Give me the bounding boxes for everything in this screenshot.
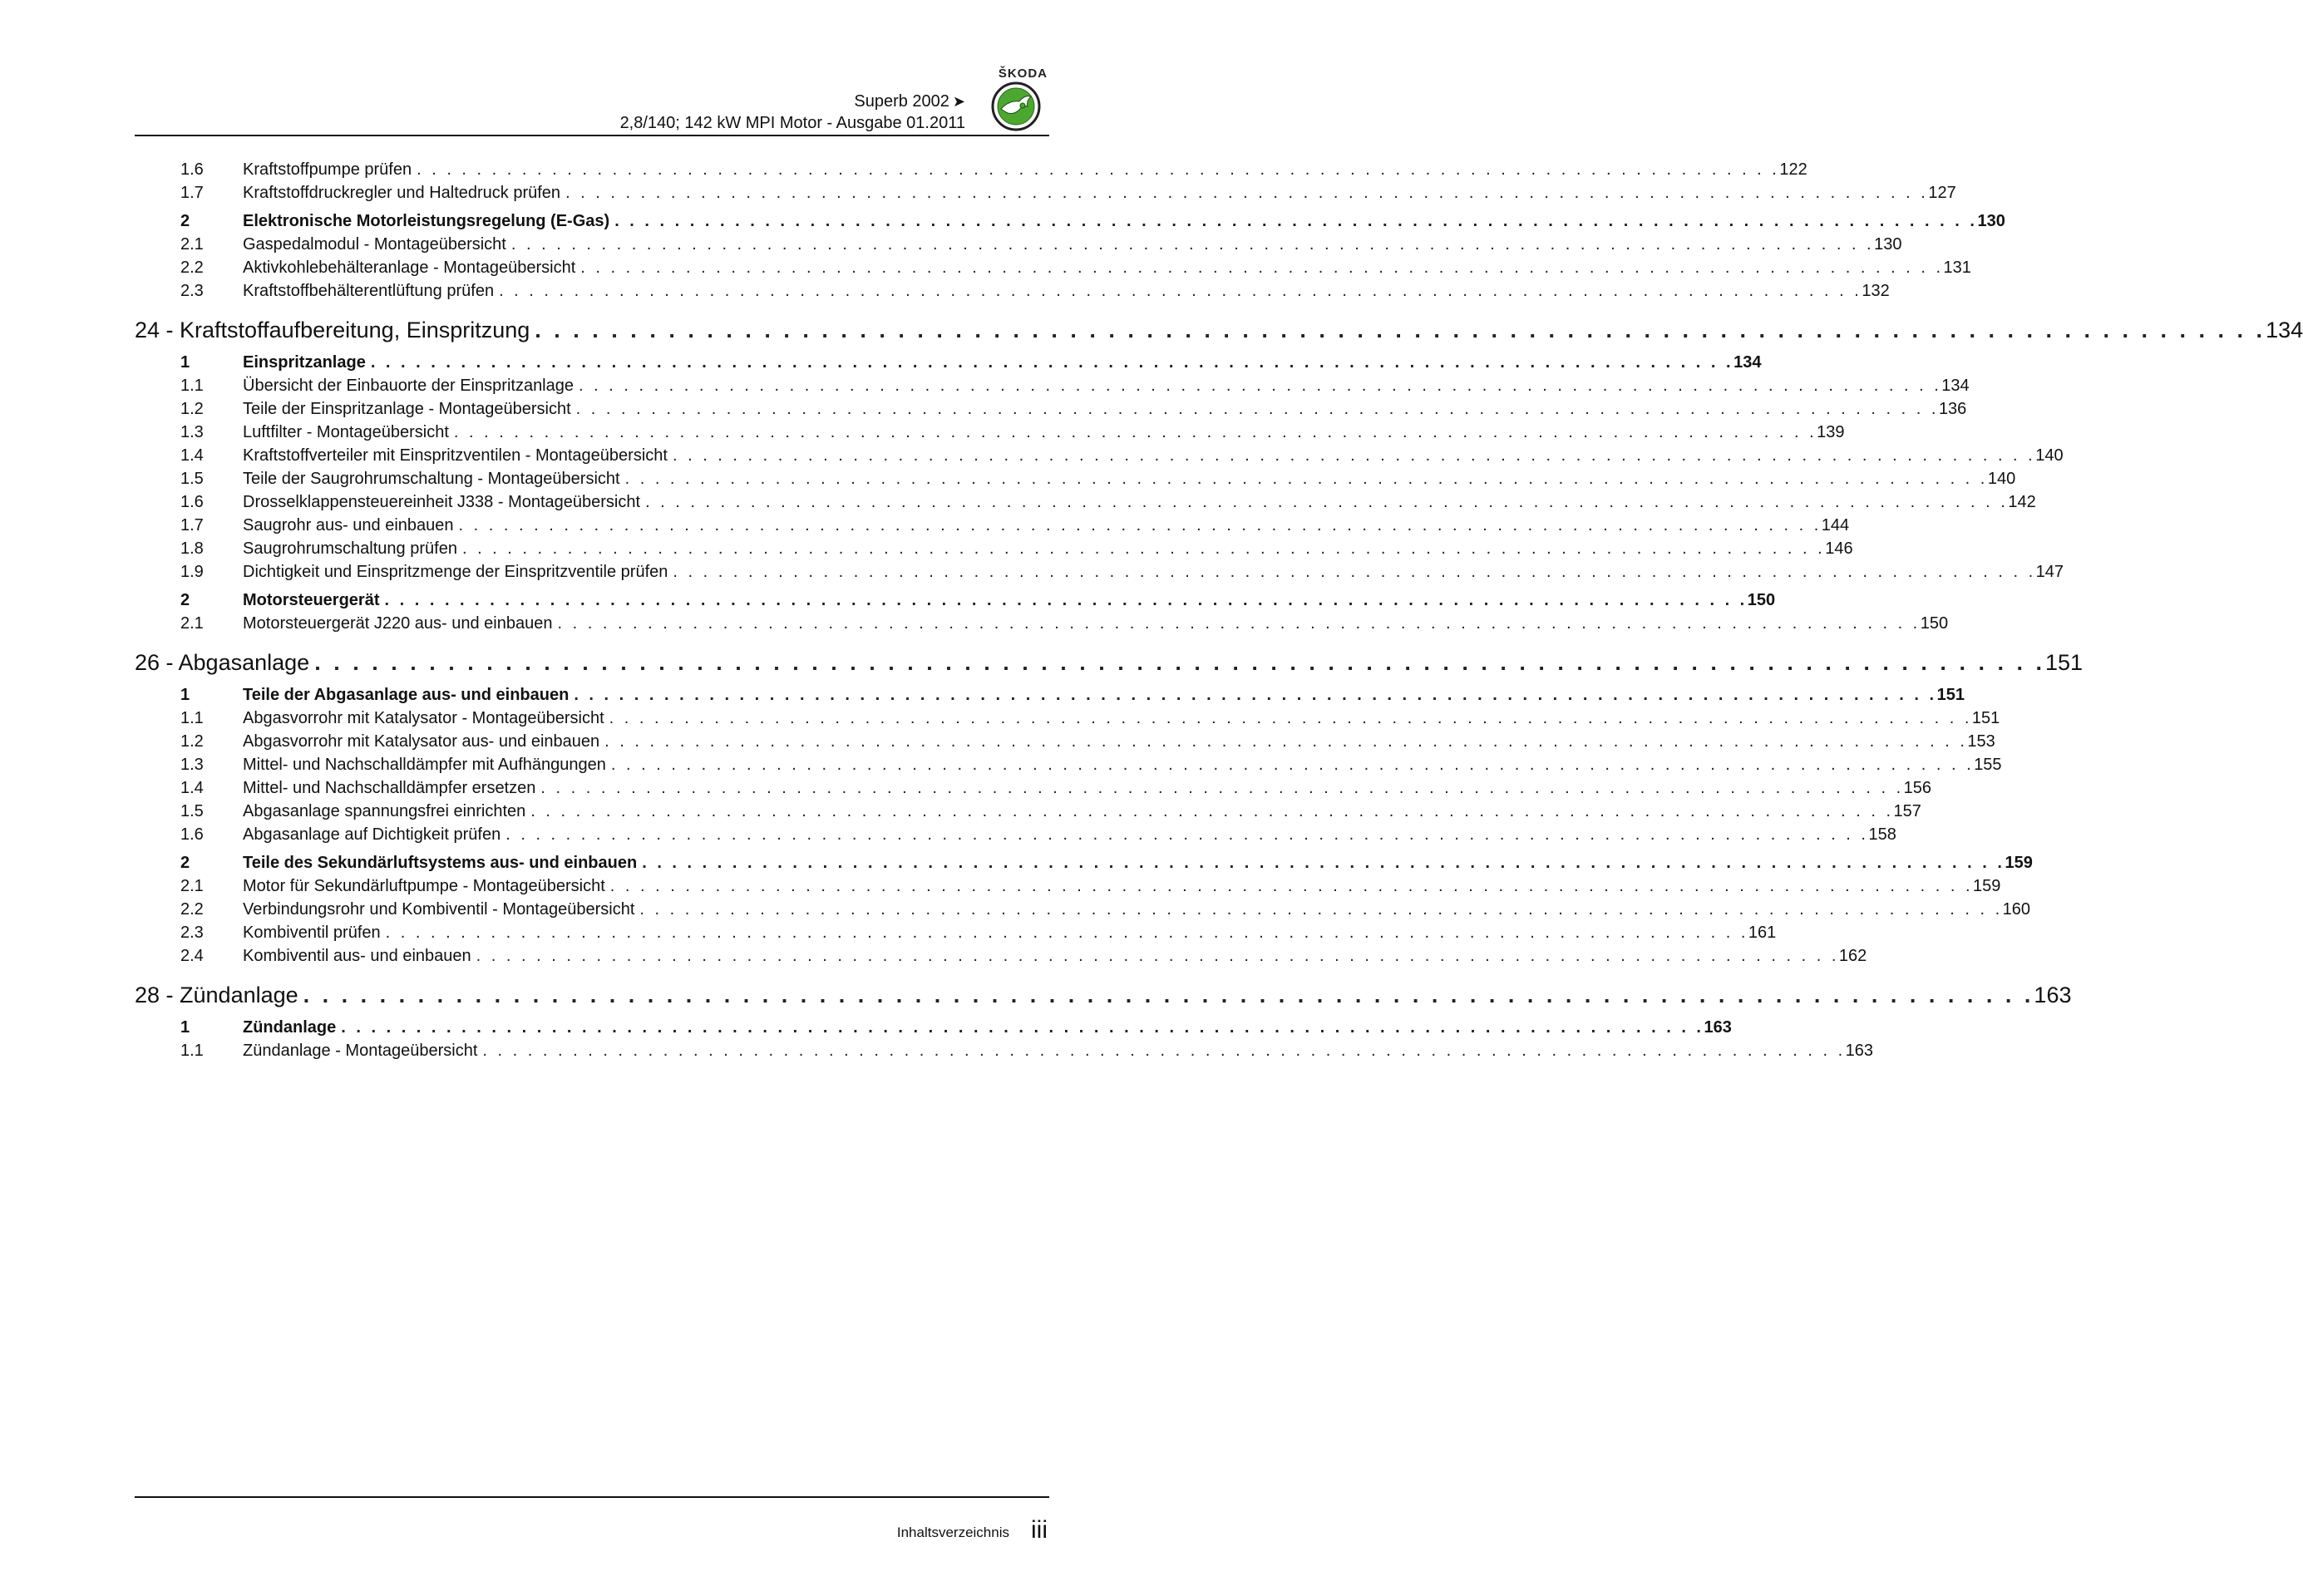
toc-entry-page: 144: [1822, 514, 1849, 537]
toc-entry-number: 1.5: [180, 802, 204, 820]
toc-entry-page: 157: [1894, 800, 1921, 823]
toc-entry-number: 1.2: [180, 732, 204, 751]
toc-entry-title: Verbindungsrohr und Kombiventil - Montageübersicht: [243, 898, 639, 921]
toc-entry-sub[interactable]: [135, 514, 1850, 537]
toc-entry-sub[interactable]: [135, 490, 2036, 514]
toc-entry-page: 146: [1825, 537, 1852, 560]
table-of-contents: [135, 158, 2303, 1062]
toc-entry-number: 2: [180, 591, 190, 609]
toc-entry-sub[interactable]: [135, 898, 2031, 921]
toc-entry-title: 28 - Zündanlage: [135, 979, 303, 1011]
header-engine: 2,8/140; 142 kW MPI Motor - Ausgabe 01.2011: [619, 114, 965, 132]
toc-entry-page: 150: [1921, 612, 1948, 635]
toc-entry-page: 161: [1748, 921, 1776, 944]
toc-entry-title: Kraftstoffverteiler mit Einspritzventilen - Montageübersicht: [243, 444, 673, 467]
dot-leader: . . . . . . . . . . . . . . . . . . . . . . . . . . . . . . . . . . . . . . . . . . . . . . . . . . . . . . . . . . . . . . . . . . . . . . . . . . . . . . . . . . . . . . . . . . .: [609, 877, 1974, 895]
toc-entry-number: 2: [180, 212, 190, 230]
dot-leader: . . . . . . . . . . . . . . . . . . . . . . . . . . . . . . . . . . . . . . . . . . . . . . . . . . . . . . . . . . . . . . . . . . . . . . . . . . . . . . . . . . . . . . . . . . .: [482, 1042, 1846, 1060]
toc-entry-title: Drosselklappensteuereinheit J338 - Montageübersicht: [243, 490, 645, 514]
toc-entry-page: 158: [1868, 823, 1896, 846]
footer-label: Inhaltsverzeichnis: [896, 1525, 1009, 1540]
toc-entry-title: Abgasvorrohr mit Katalysator aus- und einbauen: [243, 730, 604, 753]
toc-entry-chapter[interactable]: [135, 1016, 1732, 1039]
dot-leader: . . . . . . . . . . . . . . . . . . . . . . . . . . . . . . . . . . . . . . . . . . . . . . . . . . . . . . . . . . . . . . . . . . . . . . . . . . . . . . . . . . . . . . . . . . .: [417, 160, 1780, 179]
toc-entry-page: 130: [1874, 233, 1901, 256]
dot-leader: . . . . . . . . . . . . . . . . . . . . . . . . . . . . . . . . . . . . . . . . . . . . . . . . . . . . . . . . . . . . . . . . . . . . . . . . . . . . . . . . . . . . . . . . . . .: [341, 1018, 1704, 1037]
toc-entry-title: 26 - Abgasanlage: [135, 647, 314, 678]
toc-entry-number: 2.2: [180, 900, 204, 919]
toc-entry-page: 151: [1937, 683, 1965, 707]
dot-leader: . . . . . . . . . . . . . . . . . . . . . . . . . . . . . . . . . . . . . . . . . . . . . . . . . . . . . . . . . . . . . . . . . . . . . . . . . . . . . . . . . . . . . . . . . . .: [610, 756, 1975, 774]
dot-leader: . . . . . . . . . . . . . . . . . . . . . . . . . . . . . . . . . . . . . . . . . . . . . . . . . . . . . . . . . . . . . . . . . . . . . . . . . . . . . . . . . . . . . . . . . . .: [370, 353, 1734, 372]
toc-entry-page: 140: [1988, 467, 2015, 490]
toc-entry-page: 151: [2045, 647, 2083, 678]
toc-entry-title: Abgasanlage spannungsfrei einrichten: [243, 800, 530, 823]
toc-entry-title: Saugrohr aus- und einbauen: [243, 514, 459, 537]
toc-entry-title: Kombiventil aus- und einbauen: [243, 944, 476, 968]
dot-leader: . . . . . . . . . . . . . . . . . . . . . . . . . . . . . . . . . . . . . . . . . . . . . . . . . . . . . . . . . . . . . . . . . . . . . . . . . . . . . . . . . . . . . . . . . . .: [458, 516, 1822, 534]
toc-entry-page: 150: [1748, 589, 1775, 612]
toc-entry-number: 1.6: [180, 825, 204, 844]
dot-leader: . . . . . . . . . . . . . . . . . . . . . . . . . . . . . . . . . . . . . . . . . . . . . . . . . . . . . . . . . . . . . . . . . . . . . . . . . . . . . . . . . . . . . . . . . . .: [614, 212, 1978, 230]
toc-entry-number: 1: [180, 686, 190, 704]
toc-entry-title: Teile der Einspritzanlage - Montageübersicht: [243, 397, 576, 421]
toc-entry-section[interactable]: [135, 979, 2072, 1011]
toc-entry-sub[interactable]: [135, 1039, 1874, 1062]
dot-leader: . . . . . . . . . . . . . . . . . . . . . . . . . . . . . . . . . . . . . . . . . . . . . . . . . . . . . . . . . . . . . . . . . . . . . . . . . . . . . . . . . . . . . . . . . . .: [579, 377, 1942, 395]
toc-entry-page: 153: [1967, 730, 1995, 753]
toc-entry-title: Teile der Saugrohrumschaltung - Montageübersicht: [243, 467, 625, 490]
toc-entry-title: Dichtigkeit und Einspritzmenge der Einspritzventile prüfen: [243, 560, 673, 584]
toc-entry-sub[interactable]: [135, 374, 1970, 397]
footer-divider: [135, 1496, 1049, 1498]
toc-entry-number: 1.4: [180, 446, 204, 465]
header-model-text: Superb 2002: [854, 92, 949, 111]
toc-entry-title: Motor für Sekundärluftpumpe - Montageübersicht: [243, 874, 610, 898]
toc-entry-page: 142: [2008, 490, 2035, 514]
toc-entry-title: Zündanlage: [243, 1016, 341, 1039]
dot-leader: . . . . . . . . . . . . . . . . . . . . . . . . . . . . . . . . . . . . . . . . . . . . . . . . . . . . . . . . . . . . . . . . . . . . . . . . . . . . . . . . . . . . . . . . . . .: [642, 854, 2005, 872]
toc-entry-number: 1.6: [180, 160, 204, 179]
page-footer: [135, 1496, 1049, 1546]
dot-leader: . . . . . . . . . . . . . . . . . . . . . . . . . . . . . . . . . . . . . . . . . . . . . . . . . . . . . . . . . . . . . . . . . . . . . . . . . . . . . . . . . . . . . . . . . . .: [461, 539, 1826, 558]
skoda-logo-icon: [991, 81, 1041, 131]
dot-leader: . . . . . . . . . . . . . . . . . . . . . . . . . . . . . . . . . . . . . . . . . . . . . . . . . . . . . . . . . . . . . . . . . . . . . . . . . . . . . . . . . . . . . . . . . . .: [385, 924, 1748, 942]
toc-entry-title: Kraftstoffpumpe prüfen: [243, 158, 417, 181]
toc-entry-title: Teile des Sekundärluftsystems aus- und einbauen: [243, 851, 642, 874]
toc-entry-number: 1: [180, 353, 190, 372]
dot-leader: . . . . . . . . . . . . . . . . . . . . . . . . . . . . . . . . . . . . . . . . . . . . . . . . . . . . . . . . . . . . . . . . . . . . . . . . . . . . . . . . . . . . . . . . . . .: [303, 983, 2034, 1007]
dot-leader: . . . . . . . . . . . . . . . . . . . . . . . . . . . . . . . . . . . . . . . . . . . . . . . . . . . . . . . . . . . . . . . . . . . . . . . . . . . . . . . . . . . . . . . . . . .: [639, 900, 2003, 919]
toc-entry-sub[interactable]: [135, 233, 1902, 256]
dot-leader: . . . . . . . . . . . . . . . . . . . . . . . . . . . . . . . . . . . . . . . . . . . . . . . . . . . . . . . . . . . . . . . . . . . . . . . . . . . . . . . . . . . . . . . . . . .: [565, 184, 1929, 202]
toc-entry-title: Abgasvorrohr mit Katalysator - Montageübersicht: [243, 707, 609, 730]
toc-entry-number: 2.1: [180, 877, 204, 895]
toc-entry-section[interactable]: [135, 314, 2303, 346]
toc-entry-title: 24 - Kraftstoffaufbereitung, Einspritzung: [135, 314, 535, 346]
toc-entry-page: 155: [1974, 753, 2001, 776]
dot-leader: . . . . . . . . . . . . . . . . . . . . . . . . . . . . . . . . . . . . . . . . . . . . . . . . . . . . . . . . . . . . . . . . . . . . . . . . . . . . . . . . . . . . . . . . . . .: [609, 709, 1972, 727]
toc-entry-number: 2: [180, 854, 190, 872]
toc-entry-number: 1.1: [180, 1042, 204, 1060]
dot-leader: . . . . . . . . . . . . . . . . . . . . . . . . . . . . . . . . . . . . . . . . . . . . . . . . . . . . . . . . . . . . . . . . . . . . . . . . . . . . . . . . . . . . . . . . . . .: [673, 563, 2036, 581]
dot-leader: . . . . . . . . . . . . . . . . . . . . . . . . . . . . . . . . . . . . . . . . . . . . . . . . . . . . . . . . . . . . . . . . . . . . . . . . . . . . . . . . . . . . . . . . . . .: [580, 259, 1944, 277]
toc-entry-page: 131: [1944, 256, 1971, 279]
toc-entry-page: 163: [2034, 979, 2071, 1011]
toc-entry-chapter[interactable]: [135, 683, 1965, 707]
toc-entry-number: 1: [180, 1018, 190, 1037]
toc-entry-sub[interactable]: [135, 421, 1845, 444]
toc-entry-number: 1.9: [180, 563, 204, 581]
toc-entry-page: 162: [1839, 944, 1867, 968]
page-number: iii: [1031, 1516, 1048, 1544]
toc-entry-page: 127: [1928, 181, 1955, 204]
toc-entry-page: 160: [2003, 898, 2030, 921]
toc-entry-title: Motorsteuergerät J220 aus- und einbauen: [243, 612, 557, 635]
dot-leader: . . . . . . . . . . . . . . . . . . . . . . . . . . . . . . . . . . . . . . . . . . . . . . . . . . . . . . . . . . . . . . . . . . . . . . . . . . . . . . . . . . . . . . . . . . .: [530, 802, 1894, 820]
toc-entry-title: Teile der Abgasanlage aus- und einbauen: [243, 683, 574, 707]
dot-leader: . . . . . . . . . . . . . . . . . . . . . . . . . . . . . . . . . . . . . . . . . . . . . . . . . . . . . . . . . . . . . . . . . . . . . . . . . . . . . . . . . . . . . . . . . . .: [574, 686, 1937, 704]
toc-entry-title: Zündanlage - Montageübersicht: [243, 1039, 482, 1062]
toc-entry-number: 1.3: [180, 756, 204, 774]
toc-entry-number: 1.1: [180, 377, 204, 395]
dot-leader: . . . . . . . . . . . . . . . . . . . . . . . . . . . . . . . . . . . . . . . . . . . . . . . . . . . . . . . . . . . . . . . . . . . . . . . . . . . . . . . . . . . . . . . . . . .: [540, 779, 1904, 797]
dot-leader: . . . . . . . . . . . . . . . . . . . . . . . . . . . . . . . . . . . . . . . . . . . . . . . . . . . . . . . . . . . . . . . . . . . . . . . . . . . . . . . . . . . . . . . . . . .: [384, 591, 1748, 609]
toc-entry-number: 1.8: [180, 539, 204, 558]
toc-entry-sub[interactable]: [135, 560, 2064, 584]
toc-entry-page: 134: [1941, 374, 1969, 397]
arrow-right-icon: ➤: [952, 93, 965, 110]
toc-entry-sub[interactable]: [135, 823, 1896, 846]
dot-leader: . . . . . . . . . . . . . . . . . . . . . . . . . . . . . . . . . . . . . . . . . . . . . . . . . . . . . . . . . . . . . . . . . . . . . . . . . . . . . . . . . . . . . . . . . . .: [604, 732, 1968, 751]
toc-entry-sub[interactable]: [135, 730, 1995, 753]
toc-entry-number: 1.5: [180, 470, 204, 488]
toc-entry-sub[interactable]: [135, 467, 2016, 490]
toc-entry-sub[interactable]: [135, 181, 1956, 204]
toc-entry-title: Mittel- und Nachschalldämpfer ersetzen: [243, 776, 540, 800]
page-header: [135, 65, 1049, 140]
toc-entry-title: Abgasanlage auf Dichtigkeit prüfen: [243, 823, 505, 846]
toc-entry-page: 139: [1817, 421, 1844, 444]
toc-entry-page: 134: [2266, 314, 2303, 346]
toc-entry-title: Übersicht der Einbauorte der Einspritzanlage: [243, 374, 579, 397]
toc-entry-page: 134: [1733, 351, 1761, 374]
dot-leader: . . . . . . . . . . . . . . . . . . . . . . . . . . . . . . . . . . . . . . . . . . . . . . . . . . . . . . . . . . . . . . . . . . . . . . . . . . . . . . . . . . . . . . . . . . .: [645, 493, 2009, 511]
toc-entry-number: 1.4: [180, 779, 204, 797]
dot-leader: . . . . . . . . . . . . . . . . . . . . . . . . . . . . . . . . . . . . . . . . . . . . . . . . . . . . . . . . . . . . . . . . . . . . . . . . . . . . . . . . . . . . . . . . . . .: [535, 318, 2266, 342]
toc-entry-title: Gaspedalmodul - Montageübersicht: [243, 233, 511, 256]
dot-leader: . . . . . . . . . . . . . . . . . . . . . . . . . . . . . . . . . . . . . . . . . . . . . . . . . . . . . . . . . . . . . . . . . . . . . . . . . . . . . . . . . . . . . . . . . . .: [624, 470, 1988, 488]
toc-entry-sub[interactable]: [135, 256, 1971, 279]
toc-entry-page: 159: [2005, 851, 2032, 874]
toc-entry-sub[interactable]: [135, 612, 1949, 635]
toc-entry-sub[interactable]: [135, 776, 1932, 800]
toc-entry-number: 2.3: [180, 924, 204, 942]
toc-entry-title: Einspritzanlage: [243, 351, 371, 374]
toc-entry-page: 132: [1862, 279, 1889, 303]
toc-entry-page: 136: [1939, 397, 1966, 421]
header-model: [854, 92, 965, 111]
toc-entry-title: Elektronische Motorleistungsregelung (E-Gas): [243, 209, 614, 233]
toc-entry-sub[interactable]: [135, 874, 2001, 898]
toc-entry-sub[interactable]: [135, 753, 2002, 776]
toc-entry-sub[interactable]: [135, 444, 2064, 467]
dot-leader: . . . . . . . . . . . . . . . . . . . . . . . . . . . . . . . . . . . . . . . . . . . . . . . . . . . . . . . . . . . . . . . . . . . . . . . . . . . . . . . . . . . . . . . . . . .: [476, 947, 1839, 965]
toc-entry-sub[interactable]: [135, 800, 1921, 823]
dot-leader: . . . . . . . . . . . . . . . . . . . . . . . . . . . . . . . . . . . . . . . . . . . . . . . . . . . . . . . . . . . . . . . . . . . . . . . . . . . . . . . . . . . . . . . . . . .: [557, 614, 1921, 633]
toc-entry-sub[interactable]: [135, 158, 1807, 181]
dot-leader: . . . . . . . . . . . . . . . . . . . . . . . . . . . . . . . . . . . . . . . . . . . . . . . . . . . . . . . . . . . . . . . . . . . . . . . . . . . . . . . . . . . . . . . . . . .: [453, 423, 1817, 441]
toc-entry-page: 130: [1977, 209, 2005, 233]
toc-entry-page: 140: [2035, 444, 2063, 467]
dot-leader: . . . . . . . . . . . . . . . . . . . . . . . . . . . . . . . . . . . . . . . . . . . . . . . . . . . . . . . . . . . . . . . . . . . . . . . . . . . . . . . . . . . . . . . . . . .: [499, 282, 1862, 300]
toc-entry-title: Kraftstoffbehälterentlüftung prüfen: [243, 279, 499, 303]
dot-leader: . . . . . . . . . . . . . . . . . . . . . . . . . . . . . . . . . . . . . . . . . . . . . . . . . . . . . . . . . . . . . . . . . . . . . . . . . . . . . . . . . . . . . . . . . . .: [505, 825, 1869, 844]
toc-entry-page: 156: [1904, 776, 1931, 800]
toc-entry-chapter[interactable]: [135, 209, 2005, 233]
toc-entry-number: 1.6: [180, 493, 204, 511]
toc-entry-sub[interactable]: [135, 921, 1777, 944]
toc-entry-sub[interactable]: [135, 707, 2000, 730]
toc-entry-number: 1.7: [180, 516, 204, 534]
toc-entry-page: 163: [1846, 1039, 1873, 1062]
header-divider: [135, 135, 1049, 136]
toc-entry-page: 151: [1972, 707, 2000, 730]
toc-entry-sub[interactable]: [135, 397, 1967, 421]
toc-entry-number: 1.3: [180, 423, 204, 441]
toc-entry-chapter[interactable]: [135, 351, 1762, 374]
toc-entry-number: 2.1: [180, 614, 204, 633]
toc-entry-title: Kraftstoffdruckregler und Haltedruck prüfen: [243, 181, 565, 204]
toc-entry-sub[interactable]: [135, 279, 1890, 303]
toc-entry-title: Motorsteuergerät: [243, 589, 384, 612]
toc-entry-page: 163: [1704, 1016, 1732, 1039]
toc-entry-page: 147: [2036, 560, 2064, 584]
toc-entry-number: 1.1: [180, 709, 204, 727]
toc-entry-number: 1.2: [180, 400, 204, 418]
toc-entry-title: Luftfilter - Montageübersicht: [243, 421, 454, 444]
toc-entry-title: Aktivkohlebehälteranlage - Montageübersicht: [243, 256, 580, 279]
toc-entry-page: 122: [1779, 158, 1807, 181]
toc-entry-chapter[interactable]: [135, 851, 2033, 874]
toc-entry-number: 2.3: [180, 282, 204, 300]
dot-leader: . . . . . . . . . . . . . . . . . . . . . . . . . . . . . . . . . . . . . . . . . . . . . . . . . . . . . . . . . . . . . . . . . . . . . . . . . . . . . . . . . . . . . . . . . . .: [510, 235, 1875, 254]
toc-entry-sub[interactable]: [135, 944, 1867, 968]
toc-entry-number: 2.2: [180, 259, 204, 277]
toc-entry-title: Kombiventil prüfen: [243, 921, 386, 944]
dot-leader: . . . . . . . . . . . . . . . . . . . . . . . . . . . . . . . . . . . . . . . . . . . . . . . . . . . . . . . . . . . . . . . . . . . . . . . . . . . . . . . . . . . . . . . . . . .: [314, 650, 2045, 675]
toc-entry-number: 1.7: [180, 184, 204, 202]
toc-entry-sub[interactable]: [135, 537, 1853, 560]
toc-entry-page: 159: [1973, 874, 2000, 898]
dot-leader: . . . . . . . . . . . . . . . . . . . . . . . . . . . . . . . . . . . . . . . . . . . . . . . . . . . . . . . . . . . . . . . . . . . . . . . . . . . . . . . . . . . . . . . . . . .: [575, 400, 1939, 418]
toc-entry-number: 2.1: [180, 235, 204, 254]
toc-entry-title: Mittel- und Nachschalldämpfer mit Aufhängungen: [243, 753, 611, 776]
toc-entry-number: 2.4: [180, 947, 204, 965]
toc-entry-chapter[interactable]: [135, 589, 1776, 612]
brand-wordmark: ŠKODA: [998, 66, 1048, 81]
toc-entry-section[interactable]: [135, 647, 2084, 678]
dot-leader: . . . . . . . . . . . . . . . . . . . . . . . . . . . . . . . . . . . . . . . . . . . . . . . . . . . . . . . . . . . . . . . . . . . . . . . . . . . . . . . . . . . . . . . . . . .: [672, 446, 2036, 465]
toc-entry-title: Saugrohrumschaltung prüfen: [243, 537, 462, 560]
